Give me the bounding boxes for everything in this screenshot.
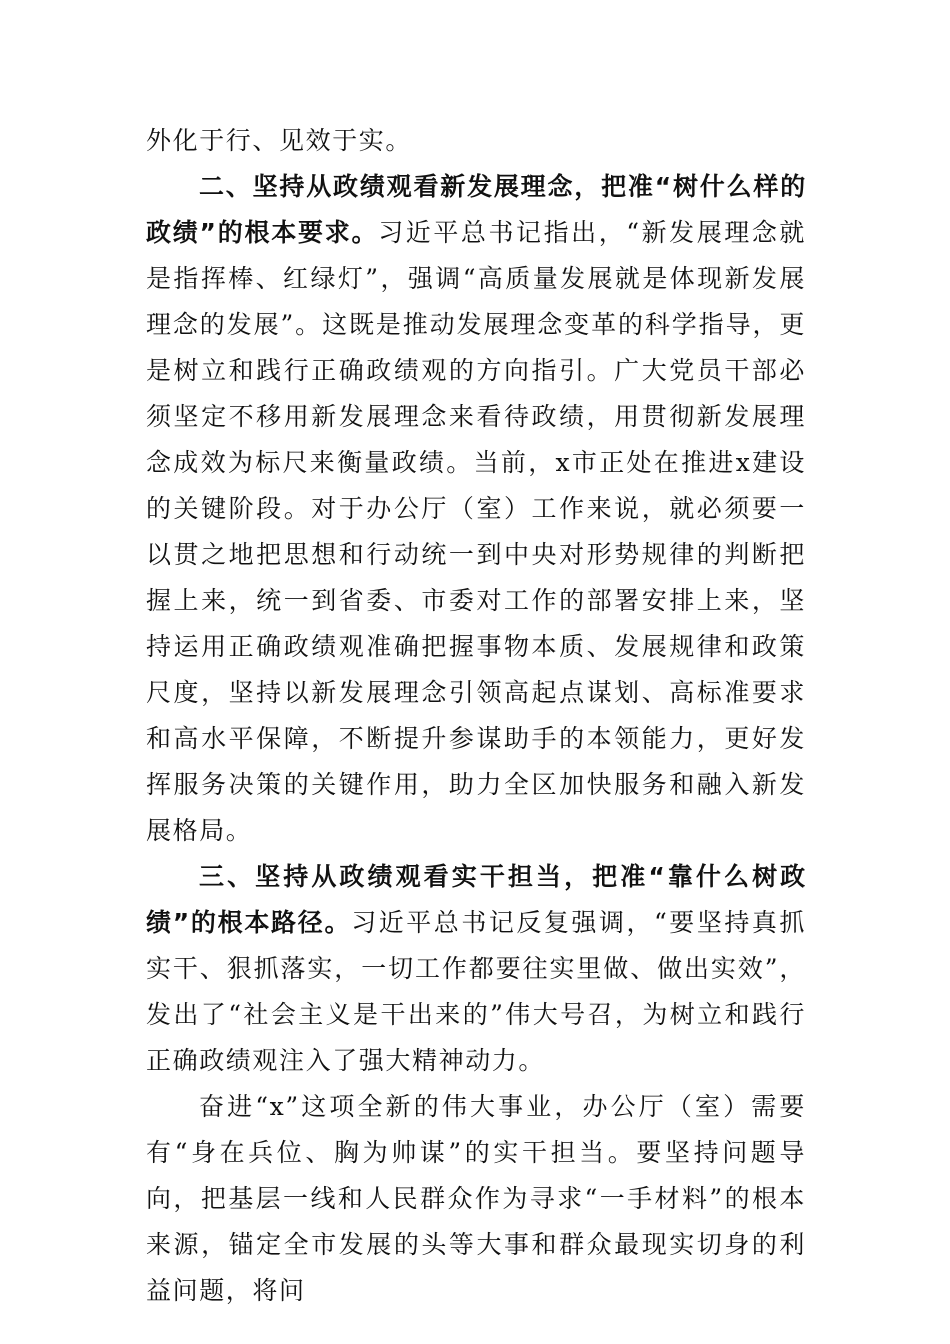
paragraph-text: 外化于行、见效于实。 (146, 126, 413, 155)
paragraph-text: 奋进“x”这项全新的伟大事业，办公厅（室）需要有“身在兵位、胸为帅谋”的实干担当。要坚持问题导向，把基层一线和人民群众作为寻求“一手材料”的根本来源，锚定全市发展的头等大事和群众最现实切身的利益问题，将问 (146, 1092, 806, 1305)
paragraph-body (146, 1084, 806, 1314)
section-heading-2: 二、坚持从政绩观看新发展理念，把准“树什么样的政绩”的根本要求。 (146, 172, 806, 247)
paragraph-text: 习近平总书记指出，“新发展理念就是指挥棒、红绿灯”，强调“高质量发展就是体现新发展理念的发展”。这既是推动发展理念变革的科学指导，更是树立和践行正确政绩观的方向指引。广大党员干部必须坚定不移用新发展理念来看待政绩，用贯彻新发展理念成效为标尺来衡量政绩。当前，x市正处在推进x建设的关键阶段。对于办公厅（室）工作来说，就必须要一以贯之地把思想和行动统一到中央对形势规律的判断把握上来，统一到省委、市委对工作的部署安排上来，坚持运用正确政绩观准确把握事物本质、发展规律和政策尺度，坚持以新发展理念引领高起点谋划、高标准要求和高水平保障，不断提升参谋助手的本领能力，更好发挥服务决策的关键作用，助力全区加快服务和融入新发展格局。 (146, 218, 806, 845)
paragraph-section-3 (146, 854, 806, 1084)
paragraph-section-2 (146, 164, 806, 854)
paragraph-continuation (146, 118, 806, 164)
document-body (146, 118, 806, 1314)
paragraph-text: 习近平总书记反复强调，“要坚持真抓实干、狠抓落实，一切工作都要往实里做、做出实效”，发出了“社会主义是干出来的”伟大号召，为树立和践行正确政绩观注入了强大精神动力。 (146, 908, 806, 1075)
section-heading-3: 三、坚持从政绩观看实干担当，把准“靠什么树政绩”的根本路径。 (146, 862, 806, 937)
